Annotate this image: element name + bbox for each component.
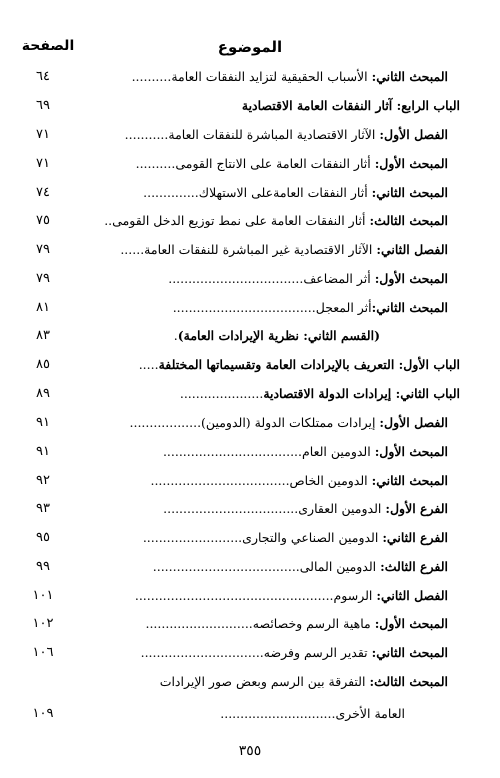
section-label: المبحث الثاني: (371, 69, 448, 84)
toc-entry-page-number: ١٠٦ (32, 645, 54, 660)
section-title: ماهية الرسم وخصائصه (252, 616, 375, 631)
section-label: المبحث الثاني: (371, 185, 448, 200)
toc-entry (0, 66, 500, 88)
section-label: الفرع الثالث: (380, 559, 448, 574)
section-label: المبحث الأول: (374, 156, 448, 171)
toc-entry-title (130, 412, 448, 434)
toc-entry (0, 95, 500, 117)
leader-dots: ..................................... (152, 559, 300, 574)
toc-entry-title (136, 153, 448, 175)
toc-entry-page-number: ٧٤ (36, 185, 50, 200)
toc-entry (0, 470, 500, 492)
toc-entry (0, 325, 500, 347)
leader-dots: ............................. (220, 706, 336, 721)
continuation-page-number: ١٠٩ (32, 706, 54, 721)
toc-entry-title (153, 556, 448, 578)
section-title: أثار النفقات العامةعلى الاستهلاك (198, 185, 372, 200)
toc-entry-title (163, 441, 448, 463)
toc-entry-page-number: ٧١ (36, 127, 50, 142)
leader-dots: ........................... (145, 616, 253, 631)
toc-entry (0, 441, 500, 463)
toc-entry-page-number: ٩١ (36, 415, 50, 430)
leader-dots: ............................... (140, 645, 264, 660)
toc-entry-title (163, 498, 448, 520)
leader-dots: .............. (143, 185, 199, 200)
page-number-footer: ٣٥٥ (238, 743, 262, 759)
toc-entry (0, 412, 500, 434)
section-title: الباب الثاني: إيرادات الدولة الاقتصادية (263, 386, 460, 401)
toc-entry-page-number: ٩١ (36, 444, 50, 459)
toc-entry-page-number: ١٠٢ (32, 616, 54, 631)
leader-dots: .................................. (163, 501, 299, 516)
section-title: الدومين المالى (299, 559, 381, 574)
section-label: الفصل الثاني: (376, 588, 448, 603)
toc-entry-title (174, 325, 380, 347)
toc-entry (0, 354, 500, 376)
toc-entry-page-number: ٨٥ (36, 357, 50, 372)
toc-entry-title (141, 642, 448, 664)
section-title: الرسوم (333, 588, 377, 603)
toc-entry-title (120, 239, 448, 261)
toc-entry-title (180, 383, 460, 405)
section-title: إيرادات ممتلكات الدولة (الدومين) (201, 415, 380, 430)
leader-dots: .................. (129, 415, 202, 430)
toc-entry-title (150, 470, 448, 492)
page-column-header: الصفحة (21, 38, 75, 54)
toc-entry-page-number: ٨٣ (36, 328, 50, 343)
toc-entry (0, 153, 500, 175)
section-label: المبحث الثالث: (369, 213, 448, 228)
section-title: الدومين العقارى (298, 501, 386, 516)
section-title: الأسباب الحقيقية لتزايد النفقات العامة (171, 69, 372, 84)
section-title: أثار النفقات العامة على نمط توزيع الدخل القومى (112, 213, 370, 228)
leader-dots: ......................... (142, 530, 243, 545)
toc-entry-page-number: ٧٩ (36, 242, 50, 257)
section-title: الدومين الخاص (289, 473, 372, 488)
section-title: التفرقة بين الرسم وبعض صور الإيرادات (159, 674, 370, 689)
section-label: المبحث الأول: (374, 271, 448, 286)
leader-dots: ........... (124, 127, 169, 142)
section-title: الباب الرابع: آثار النفقات العامة الاقتصادية (241, 98, 460, 113)
toc-entry-page-number: ٧٩ (36, 271, 50, 286)
toc-entry (0, 527, 500, 549)
toc-entry-title (132, 66, 448, 88)
section-title: الآثار الاقتصادية المباشرة للنفقات العامة (168, 127, 380, 142)
toc-entry-title (125, 124, 448, 146)
toc-entry-page-number: ٩٢ (36, 473, 50, 488)
section-label: الفصل الأول: (379, 127, 448, 142)
toc-entry (0, 210, 500, 232)
toc-entry (0, 268, 500, 290)
section-label: الفرع الثاني: (382, 530, 448, 545)
toc-entry (0, 297, 500, 319)
toc-entry-title (135, 585, 448, 607)
section-label: المبحث الأول: (374, 616, 448, 631)
section-title: الدومين العام (302, 444, 375, 459)
toc-entry-page-number: ٧٥ (36, 213, 50, 228)
toc-entry-page-number: ٦٩ (36, 98, 50, 113)
toc-entry-page-number: ٩٥ (36, 530, 50, 545)
topic-column-header: الموضوع (217, 38, 283, 56)
toc-entry-title (139, 354, 460, 376)
section-title: الباب الأول: التعريف بالإيرادات العامة وتقسيماتها المختلفة (158, 357, 460, 372)
section-label: المبحث الأول: (374, 444, 448, 459)
leader-dots: . (173, 328, 178, 343)
toc-entry-title (104, 210, 448, 232)
toc-entry-page-number: ١٠١ (32, 588, 54, 603)
section-title: (القسم الثاني: نظرية الإيرادات العامة) (177, 328, 380, 343)
leader-dots: .................................................. (134, 588, 334, 603)
leader-dots: .......... (131, 69, 172, 84)
toc-entry (0, 642, 500, 664)
toc-entry-page-number: ٩٣ (36, 501, 50, 516)
leader-dots: .. (104, 213, 113, 228)
section-label: المبحث الثاني: (371, 645, 448, 660)
leader-dots: ................................... (150, 473, 290, 488)
section-label: الفصل الثاني: (376, 242, 448, 257)
toc-entry (0, 585, 500, 607)
leader-dots: .......... (135, 156, 176, 171)
toc-entry (0, 182, 500, 204)
continuation-page-row (0, 703, 500, 725)
toc-entry-page-number: ٨٩ (36, 386, 50, 401)
toc-entry-page-number: ٧١ (36, 156, 50, 171)
section-label: المبحث الثالث: (369, 674, 448, 689)
section-title: أثر المضاعف (303, 271, 375, 286)
leader-dots: ..................... (179, 386, 264, 401)
toc-entry (0, 498, 500, 520)
toc-entry-page-number: ٨١ (36, 300, 50, 315)
toc-entry-page-number: ٦٤ (36, 69, 50, 84)
toc-entry-title (168, 268, 448, 290)
leader-dots: .................................... (172, 300, 316, 315)
toc-entry (0, 671, 500, 693)
leader-dots: ...... (120, 242, 145, 257)
toc-entry (0, 124, 500, 146)
toc-header (0, 38, 500, 60)
leader-dots: ................................... (162, 444, 303, 459)
section-label: المبحث الثاني: (371, 300, 448, 315)
section-title: أثر المعجل (315, 300, 372, 315)
section-label: المبحث الثاني: (371, 473, 448, 488)
toc-entry-title (143, 182, 448, 204)
section-title: تقدير الرسم وفرضه (263, 645, 372, 660)
section-title: الآثار الاقتصادية غير المباشرة للنفقات العامة (144, 242, 377, 257)
toc-entry (0, 383, 500, 405)
leader-dots: ..... (138, 357, 159, 372)
section-label: الفصل الأول: (379, 415, 448, 430)
toc-entry (0, 556, 500, 578)
toc-entry-title (145, 613, 448, 635)
toc-entry-title (143, 527, 448, 549)
toc-entry-title (160, 671, 448, 693)
toc-entry (0, 239, 500, 261)
continuation-text: العامة الأخرى (335, 706, 405, 721)
section-label: الفرع الأول: (385, 501, 448, 516)
toc-entry-title (242, 95, 460, 117)
section-title: أثار النفقات العامة على الانتاج القومى (175, 156, 375, 171)
section-title: الدومين الصناعي والتجارى (242, 530, 383, 545)
toc-entry (0, 613, 500, 635)
leader-dots: .................................. (168, 271, 304, 286)
toc-entry-title (173, 297, 448, 319)
toc-entry-page-number: ٩٩ (36, 559, 50, 574)
